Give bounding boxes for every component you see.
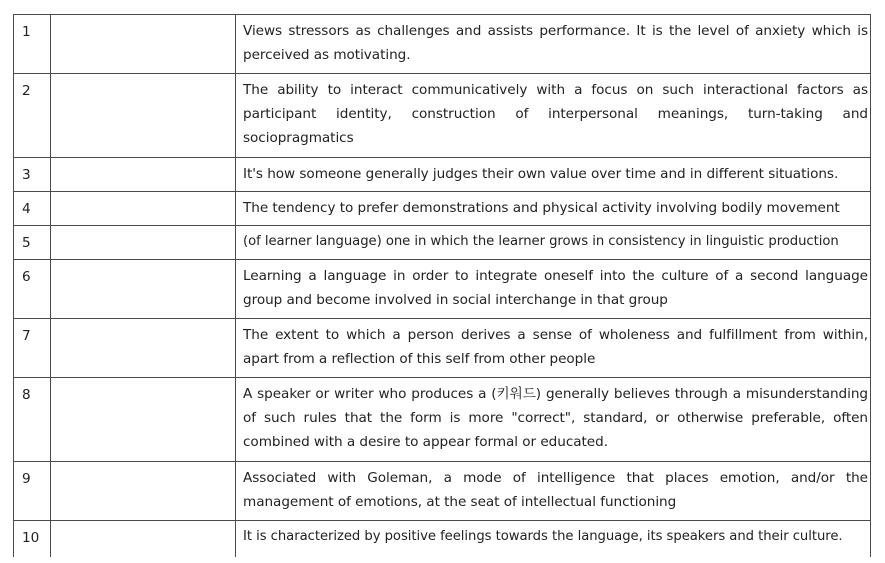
- table-row: [14, 226, 871, 260]
- definition-text: A speaker or writer who produces a (키워드) generally believes through a misunderstanding of such rules that the form is more "correct", standard, or otherwise preferable, often combined with a desire to appear formal or educated.: [236, 378, 871, 462]
- definition-text: Learning a language in order to integrate oneself into the culture of a second language group and become involved in social interchange in that group: [236, 260, 871, 319]
- answer-cell[interactable]: [51, 319, 236, 378]
- row-number: 7: [14, 319, 51, 378]
- definition-text: The extent to which a person derives a sense of wholeness and fulfillment from within, apart from a reflection of this self from other people: [236, 319, 871, 378]
- row-number: 6: [14, 260, 51, 319]
- definition-text: (of learner language) one in which the learner grows in consistency in linguistic production: [236, 226, 871, 260]
- row-number: 2: [14, 74, 51, 158]
- table-row: [14, 15, 871, 74]
- vocabulary-matching-table: [13, 14, 871, 557]
- answer-cell[interactable]: [51, 260, 236, 319]
- definition-text: It's how someone generally judges their own value over time and in different situations.: [236, 158, 871, 192]
- definition-text: Associated with Goleman, a mode of intelligence that places emotion, and/or the management of emotions, at the seat of intellectual functioning: [236, 462, 871, 521]
- table-row: [14, 260, 871, 319]
- definition-text: The tendency to prefer demonstrations and physical activity involving bodily movement: [236, 192, 871, 226]
- row-number: 4: [14, 192, 51, 226]
- definition-text: The ability to interact communicatively with a focus on such interactional factors as participant identity, construction of interpersonal meanings, turn-taking and sociopragmatics: [236, 74, 871, 158]
- row-number: 10: [14, 521, 51, 557]
- row-number: 9: [14, 462, 51, 521]
- table-row: [14, 158, 871, 192]
- table-row: [14, 319, 871, 378]
- answer-cell[interactable]: [51, 192, 236, 226]
- answer-cell[interactable]: [51, 378, 236, 462]
- row-number: 8: [14, 378, 51, 462]
- table-row: [14, 192, 871, 226]
- table-row: [14, 378, 871, 462]
- answer-cell[interactable]: [51, 462, 236, 521]
- definition-text: It is characterized by positive feelings towards the language, its speakers and their culture.: [236, 521, 871, 557]
- table-row: [14, 462, 871, 521]
- answer-cell[interactable]: [51, 74, 236, 158]
- answer-cell[interactable]: [51, 158, 236, 192]
- table-row: [14, 74, 871, 158]
- answer-cell[interactable]: [51, 226, 236, 260]
- table-row: [14, 521, 871, 557]
- row-number: 3: [14, 158, 51, 192]
- row-number: 1: [14, 15, 51, 74]
- definition-text: Views stressors as challenges and assists performance. It is the level of anxiety which is perceived as motivating.: [236, 15, 871, 74]
- answer-cell[interactable]: [51, 15, 236, 74]
- row-number: 5: [14, 226, 51, 260]
- answer-cell[interactable]: [51, 521, 236, 557]
